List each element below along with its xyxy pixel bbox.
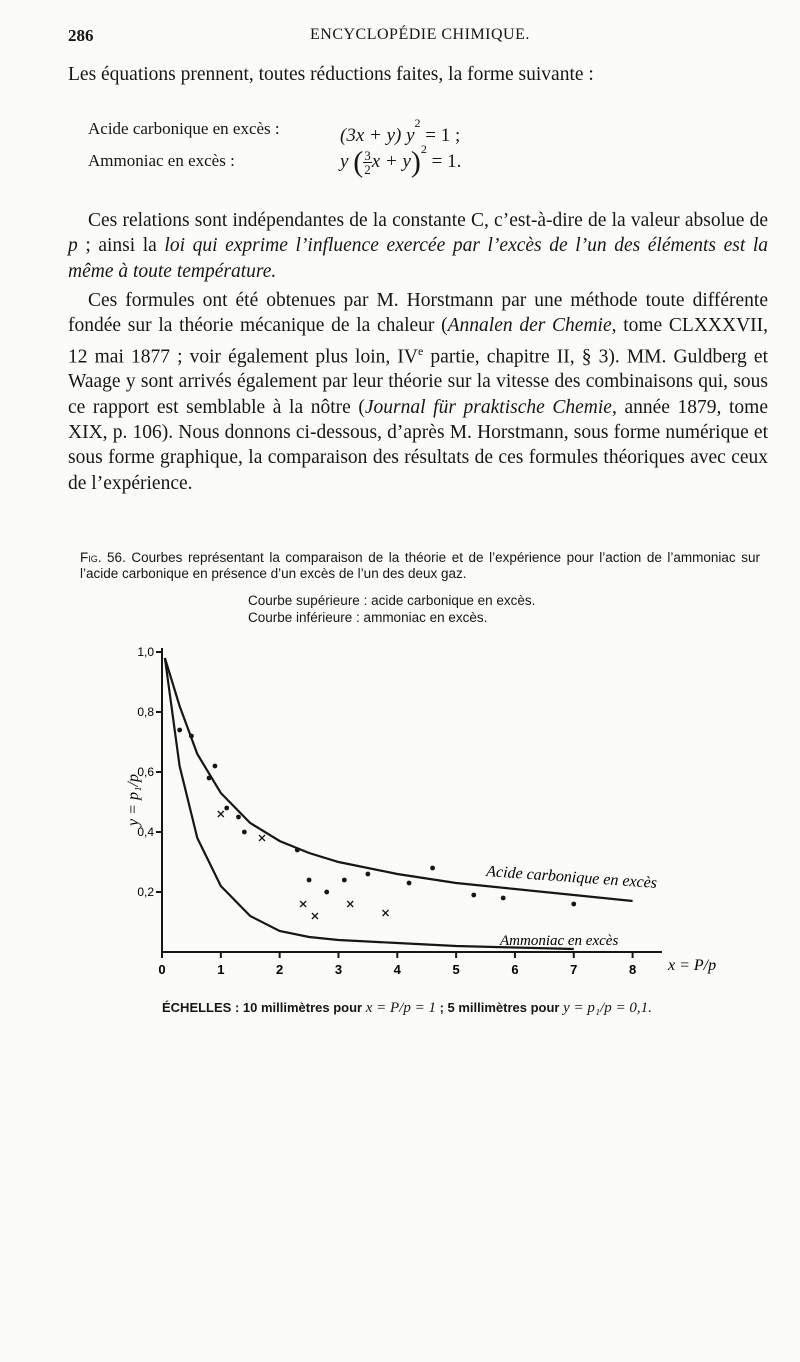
para1-text-b: ; ainsi la — [77, 235, 165, 257]
para2-text-e: année 1879, tome XIX, p. 106). Nous donnons ci-dessous, d’après M. Horstmann, sous forme numérique et sous forme graphique, la comparaison des résultats de ces formules théoriques avec ceux de l’expérience. — [68, 396, 768, 494]
x-tick-label: 4 — [393, 962, 401, 977]
equation-2-label: Ammoniac en excès : — [88, 151, 235, 170]
data-cross — [312, 913, 318, 919]
annotation-ammoniac: Ammoniac en excès — [500, 933, 619, 949]
para1-symbol-p: p — [68, 235, 78, 257]
para2-chapter: II — [556, 346, 570, 368]
data-cross — [383, 910, 389, 916]
x-tick-label: 8 — [628, 962, 637, 977]
scales-x: x = P/p = 1 — [365, 1000, 436, 1016]
data-point — [571, 902, 576, 907]
annotation-acide: Acide carbonique en excès — [485, 863, 658, 892]
para2-superscript: e — [417, 343, 424, 358]
intro-line: Les équations prennent, toutes réductions faites, la forme suivante : — [68, 64, 594, 85]
x-tick-label: 2 — [276, 962, 284, 977]
x-tick-label: 6 — [511, 962, 519, 977]
paragraph-1 — [68, 208, 768, 284]
equation-2-right: = 1. — [426, 151, 462, 172]
data-point — [189, 734, 194, 739]
data-point — [324, 890, 329, 895]
para1-emphasis: loi qui exprime l’influence exercée par l’excès de l’un des éléments est la même à toute température. — [68, 235, 768, 282]
fraction-numerator: 3 — [364, 148, 371, 164]
figure-caption-text: Courbes représentant la comparaison de la théorie et de l’expérience pour l’action de l’ammoniac sur l’acide carbonique en présence d’un excès de l’un des deux gaz. — [80, 550, 760, 581]
equation-2-exp: 2 — [420, 142, 427, 156]
figure-subcaption-upper: Courbe supérieure : acide carbonique en excès. — [248, 593, 536, 608]
data-point — [365, 872, 370, 877]
data-point — [342, 878, 347, 883]
equation-2: y ( $\frac{3}{2}$ x + y)$^2$ = 1. — [340, 142, 462, 179]
para2-text-c: partie, chapitre — [423, 346, 557, 368]
y-tick-label: 0,6 — [137, 765, 154, 779]
figure-caption — [80, 550, 760, 582]
data-point — [236, 815, 241, 820]
scales-y: y = p₁/p = 0,1. — [563, 1000, 652, 1016]
data-cross — [347, 901, 353, 907]
y-tick-label: 0,8 — [137, 705, 154, 719]
paragraph-2 — [68, 288, 768, 496]
scales-text-b: ; 5 millimètres pour — [435, 1000, 564, 1015]
data-point — [407, 881, 412, 886]
curve-1 — [165, 658, 574, 949]
para2-reference-annalen: Annalen der Chemie, — [447, 315, 617, 337]
data-point — [224, 806, 229, 811]
figure-subcaption-lower: Courbe inférieure : ammoniac en excès. — [248, 610, 488, 625]
figure-scales — [162, 1000, 652, 1017]
data-cross — [300, 901, 306, 907]
scales-text-a: ÉCHELLES : 10 millimètres pour — [162, 1000, 366, 1015]
data-point — [430, 866, 435, 871]
data-point — [177, 728, 182, 733]
figure-label: Fig. 56. — [80, 550, 126, 565]
curve-0 — [165, 658, 633, 901]
y-tick-label: 0,2 — [137, 885, 154, 899]
para2-reference-journal: Journal für praktische Chemie, — [364, 396, 617, 418]
x-tick-label: 1 — [217, 962, 225, 977]
para2-text-d: , § 3). MM. Guldberg et Waage y sont arrivés également par leur théorie sur la vitesse des combinaisons qui, sous ce rapport est semblable à la nôtre ( — [68, 346, 768, 418]
data-point — [471, 893, 476, 898]
data-point — [207, 776, 212, 781]
x-tick-label: 3 — [334, 962, 343, 977]
x-axis-label: x = P/p — [668, 957, 717, 974]
equation-2-fraction — [363, 149, 372, 176]
x-tick-label: 5 — [452, 962, 460, 977]
equation-1-right: = 1 ; — [420, 125, 461, 146]
page-number: 286 — [68, 26, 94, 45]
fraction-denominator: 2 — [364, 162, 371, 178]
equation-1-left: (3x + y) y — [340, 125, 415, 146]
data-cross — [218, 811, 224, 817]
data-point — [501, 896, 506, 901]
figure-chart — [125, 640, 717, 1010]
y-axis-label: y = p₁/p — [125, 774, 142, 826]
para2-text-a: Ces formules ont été obtenues par M. Horstmann par une méthode toute différente fondée sur la théorie mécanique de la chaleur ( — [68, 290, 768, 337]
x-tick-label: 0 — [158, 962, 166, 977]
data-point — [295, 848, 300, 853]
running-header — [68, 26, 768, 52]
equation-2-inner: x + y — [371, 151, 411, 172]
equation-1-label: Acide carbonique en excès : — [88, 119, 280, 138]
para2-text-b: tome CLXXXVII, 12 mai 1877 ; voir également plus loin, IV — [68, 315, 769, 368]
x-tick-label: 7 — [570, 962, 578, 977]
data-point — [307, 878, 312, 883]
equation-1-exp: 2 — [414, 116, 421, 130]
data-point — [213, 764, 218, 769]
data-cross — [259, 835, 265, 841]
data-point — [242, 830, 247, 835]
equation-2-y: y — [340, 151, 349, 172]
running-title: ENCYCLOPÉDIE CHIMIQUE. — [310, 26, 530, 43]
para1-text-a: Ces relations sont indépendantes de la constante C, c’est-à-dire de la valeur absolue de — [88, 210, 768, 231]
y-tick-label: 0,4 — [137, 825, 154, 839]
y-tick-label: 1,0 — [137, 645, 154, 659]
